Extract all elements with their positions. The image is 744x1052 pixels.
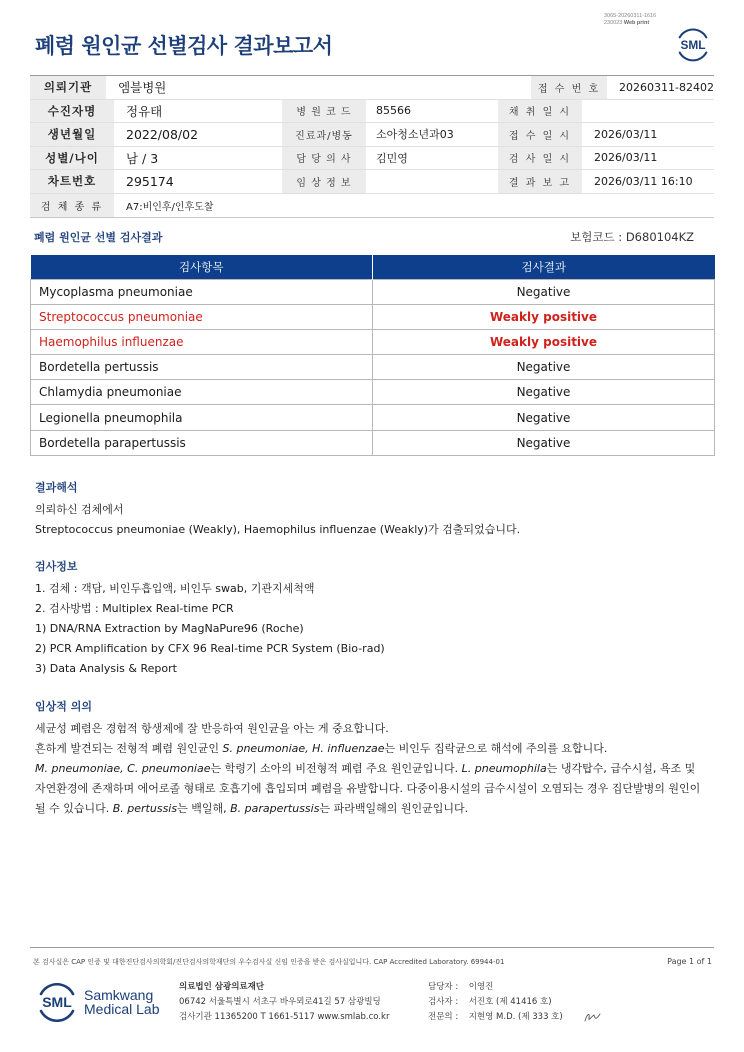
info-row-specimen bbox=[30, 194, 714, 218]
top-logo-text: SML bbox=[680, 37, 706, 52]
staff-row bbox=[428, 1010, 563, 1025]
staff-info bbox=[428, 980, 563, 1025]
test-item: Bordetella pertussis bbox=[31, 355, 373, 380]
test-item: Legionella pneumophila bbox=[31, 405, 373, 430]
clinical-line: 세균성 폐렴은 경험적 항생제에 잘 반응하여 원인균을 아는 게 중요합니다. bbox=[35, 722, 389, 735]
test-info-line: 2. 검사방법 : Multiplex Real-time PCR bbox=[35, 602, 234, 615]
test-info-section bbox=[35, 557, 385, 679]
test-item: Mycoplasma pneumoniae bbox=[31, 279, 373, 304]
sml-logo-icon bbox=[35, 980, 79, 1024]
report-date-value: 2026/03/11 16:10 bbox=[594, 174, 693, 188]
signature-icon bbox=[583, 1010, 603, 1024]
specimen-value: A7:비인후/인후도찰 bbox=[126, 201, 214, 213]
test-item: Chlamydia pneumoniae bbox=[31, 380, 373, 405]
chart-no-label: 차트번호 bbox=[30, 170, 114, 193]
clinical-text: 흔하게 발견되는 전형적 폐렴 원인균인 bbox=[35, 742, 223, 755]
hospital-code-label: 병 원 코 드 bbox=[282, 100, 366, 123]
clinical-organism: L. pneumophila bbox=[461, 762, 547, 775]
document-title: 폐렴 원인균 선별검사 결과보고서 bbox=[35, 34, 333, 58]
org-name: 의료법인 삼광의료재단 bbox=[179, 982, 265, 992]
footer-divider bbox=[30, 947, 714, 948]
clinical-text: 는 학령기 소아의 비전형적 폐렴 주요 원인균입니다. bbox=[210, 762, 462, 775]
specimen-label: 검 체 종 류 bbox=[30, 194, 114, 218]
clinical-line bbox=[35, 799, 700, 819]
accreditation-note: 본 검사실은 CAP 인증 및 대한진단검사의학회/진단검사의학재단의 우수검사실 신임 인증을 받은 검사실입니다. CAP Accredited Laboratory. 69944-01 bbox=[33, 958, 505, 966]
staff-role: 담당자 : bbox=[428, 982, 459, 992]
test-date-label: 검 사 일 시 bbox=[498, 147, 582, 170]
test-item: Bordetella parapertussis bbox=[31, 430, 373, 455]
org-address: 06742 서울특별시 서초구 바우뫼로41길 57 삼광빌딩 bbox=[179, 997, 381, 1007]
table-row bbox=[31, 304, 715, 329]
test-info-line: 1) DNA/RNA Extraction by MagNaPure96 (Roche) bbox=[35, 622, 304, 635]
clinical-organism: B. parapertussis bbox=[230, 802, 320, 815]
staff-row bbox=[428, 995, 563, 1010]
test-info-line: 1. 검체 : 객담, 비인두흡입액, 비인두 swab, 기관지세척액 bbox=[35, 582, 315, 595]
results-header-row bbox=[31, 255, 715, 279]
staff-role: 전문의 : bbox=[428, 1012, 459, 1022]
patient-name-label: 수진자명 bbox=[30, 100, 114, 123]
info-row-birth bbox=[30, 123, 714, 147]
clinical-text: 는 비인두 집락균으로 해석에 주의를 요합니다. bbox=[384, 742, 608, 755]
clinical-info-label: 임 상 정 보 bbox=[282, 170, 366, 193]
staff-name: 서진호 (제 41416 호) bbox=[468, 997, 552, 1007]
test-result: Negative bbox=[373, 430, 715, 455]
info-row-name bbox=[30, 100, 714, 124]
clinical-organism: M. pneumoniae, C. pneumoniae bbox=[35, 762, 211, 775]
info-row-chart bbox=[30, 170, 714, 194]
dept-label: 진료과/병동 bbox=[282, 123, 366, 146]
test-result: Weakly positive bbox=[373, 304, 715, 329]
test-result: Negative bbox=[373, 380, 715, 405]
col-header-result: 검사결과 bbox=[373, 255, 715, 279]
test-result: Weakly positive bbox=[373, 329, 715, 354]
chart-no-value: 295174 bbox=[126, 173, 174, 189]
clinical-organism: B. pertussis bbox=[112, 802, 178, 815]
hospital-code-value: 85566 bbox=[376, 104, 411, 118]
sml-logo-icon bbox=[674, 25, 712, 63]
clinical-significance-section bbox=[35, 697, 700, 819]
organization-info bbox=[179, 980, 389, 1025]
staff-name: 이영진 bbox=[468, 982, 494, 992]
web-print-label: Web print bbox=[623, 19, 650, 26]
receipt-no-label: 접 수 번 호 bbox=[531, 76, 607, 99]
interpretation-line: 의뢰하신 검체에서 bbox=[35, 503, 124, 516]
clinical-line bbox=[35, 759, 700, 779]
test-result: Negative bbox=[373, 405, 715, 430]
staff-row bbox=[428, 980, 563, 995]
test-info-line: 3) Data Analysis & Report bbox=[35, 662, 177, 675]
institution-value: 엠블병원 bbox=[118, 80, 167, 96]
clinical-organism: S. pneumoniae, H. influenzae bbox=[222, 742, 385, 755]
col-header-item: 검사항목 bbox=[31, 255, 373, 279]
report-date-label: 결 과 보 고 bbox=[498, 170, 582, 193]
print-code-line2: 230023 bbox=[604, 19, 623, 26]
print-code-line1: 3065-20260311-1616 bbox=[604, 13, 657, 19]
receipt-date-label: 접 수 일 시 bbox=[498, 123, 582, 146]
doctor-value: 김민영 bbox=[376, 151, 408, 165]
clinical-text: 는 파라백일해의 원인균입니다. bbox=[319, 802, 469, 815]
test-info-title: 검사정보 bbox=[35, 560, 78, 573]
test-info-line: 2) PCR Amplification by CFX 96 Real-time PCR System (Bio-rad) bbox=[35, 642, 385, 655]
test-date-value: 2026/03/11 bbox=[594, 151, 658, 165]
sex-age-value: 남 / 3 bbox=[126, 150, 159, 166]
results-header bbox=[34, 229, 694, 245]
interpretation-title: 결과해석 bbox=[35, 481, 78, 494]
print-code bbox=[604, 13, 656, 26]
staff-name: 지현영 M.D. (제 333 호) bbox=[468, 1012, 563, 1022]
test-result: Negative bbox=[373, 279, 715, 304]
table-row bbox=[31, 405, 715, 430]
receipt-date-value: 2026/03/11 bbox=[594, 127, 658, 141]
table-row bbox=[31, 430, 715, 455]
brand-line1: Samkwang bbox=[84, 987, 154, 1003]
brand-line2: Medical Lab bbox=[84, 1001, 160, 1017]
clinical-info-value bbox=[366, 170, 498, 193]
sex-age-label: 성별/나이 bbox=[30, 147, 114, 170]
test-item: Streptococcus pneumoniae bbox=[31, 304, 373, 329]
results-section-title: 폐렴 원인균 선별 검사결과 bbox=[34, 231, 163, 244]
patient-info-table bbox=[30, 75, 714, 218]
staff-role: 검사자 : bbox=[428, 997, 459, 1007]
clinical-line: 자연환경에 존재하며 에어로졸 형태로 호흡기에 흡입되며 폐렴을 유발합니다. 다중이용시설의 급수시설이 오염되는 경우 집단발병의 원인이 bbox=[35, 782, 701, 795]
table-row bbox=[31, 355, 715, 380]
test-result: Negative bbox=[373, 355, 715, 380]
birth-value: 2022/08/02 bbox=[126, 126, 199, 142]
receipt-no-value: 20260311-82402 bbox=[619, 80, 714, 94]
org-contact: 검사기관 11365200 T 1661-5117 www.smlab.co.kr bbox=[179, 1012, 390, 1022]
collect-date-label: 채 취 일 시 bbox=[498, 100, 582, 123]
collect-date-value bbox=[582, 100, 714, 123]
patient-name-value: 정유태 bbox=[126, 103, 163, 119]
insurance-code: 보험코드 : D680104KZ bbox=[570, 230, 694, 244]
brand-name bbox=[84, 988, 160, 1016]
bottom-logo-text: SML bbox=[42, 994, 72, 1010]
clinical-line bbox=[35, 739, 700, 759]
table-row bbox=[31, 380, 715, 405]
results-table bbox=[30, 255, 715, 456]
institution-label: 의뢰기관 bbox=[30, 76, 106, 99]
interpretation-line: Streptococcus pneumoniae (Weakly), Haemophilus influenzae (Weakly)가 검출되었습니다. bbox=[35, 523, 521, 536]
clinical-text: 될 수 있습니다. bbox=[35, 802, 113, 815]
test-item: Haemophilus influenzae bbox=[31, 329, 373, 354]
birth-label: 생년월일 bbox=[30, 123, 114, 146]
table-row bbox=[31, 329, 715, 354]
info-row-sex-age bbox=[30, 147, 714, 171]
info-row-institution bbox=[30, 76, 714, 100]
clinical-text: 는 냉각탑수, 급수시설, 욕조 및 bbox=[546, 762, 696, 775]
dept-value: 소아청소년과03 bbox=[376, 128, 454, 142]
clinical-significance-title: 임상적 의의 bbox=[35, 700, 92, 713]
interpretation-section bbox=[35, 478, 520, 540]
page-number: Page 1 of 1 bbox=[667, 957, 712, 966]
table-row bbox=[31, 279, 715, 304]
doctor-label: 담 당 의 사 bbox=[282, 147, 366, 170]
clinical-text: 는 백일해, bbox=[177, 802, 231, 815]
